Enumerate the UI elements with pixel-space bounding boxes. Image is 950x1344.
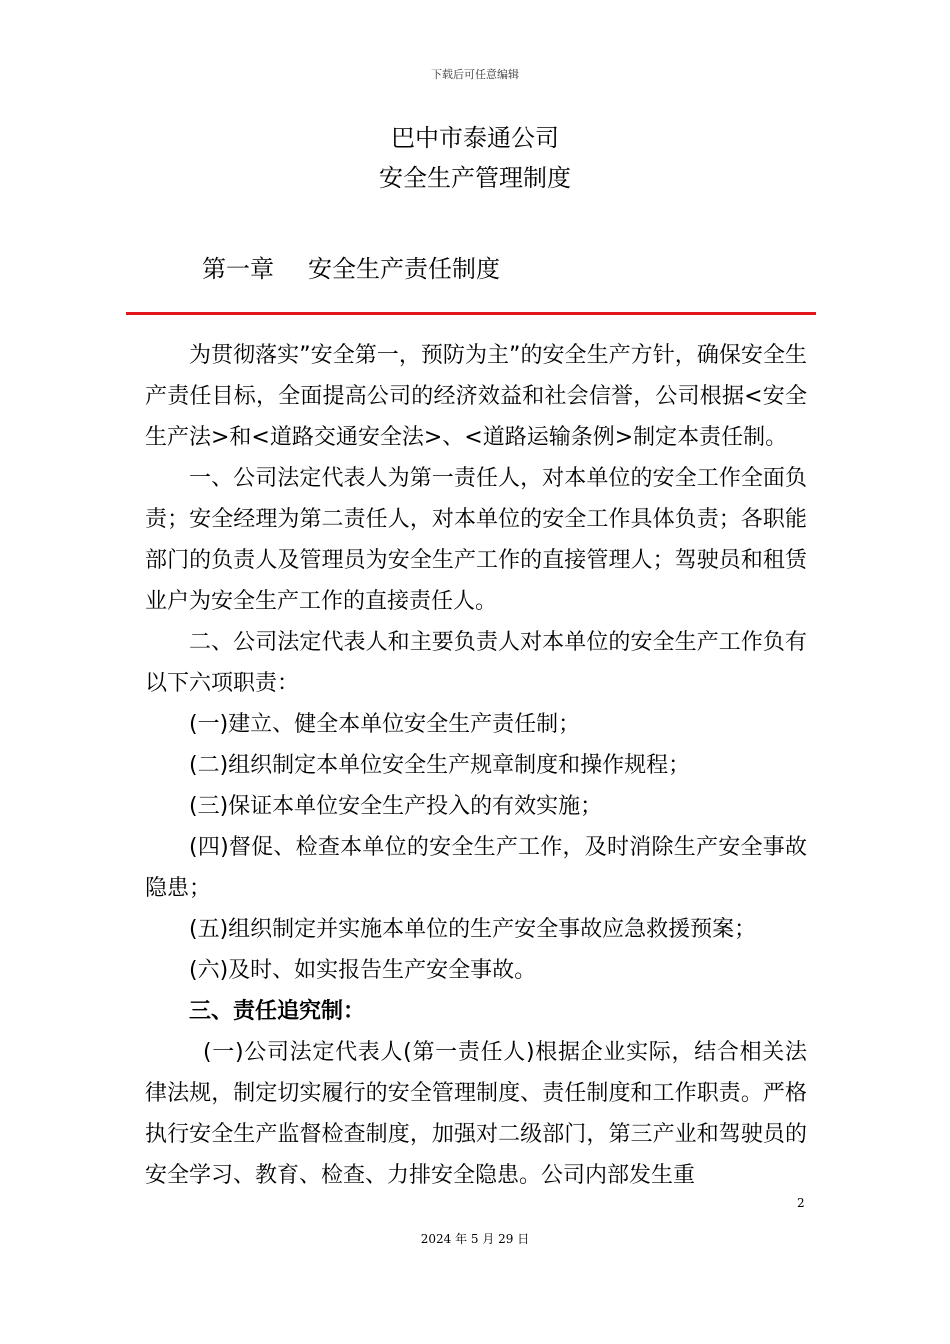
header-note: 下载后可任意编辑 xyxy=(431,68,519,81)
document-body xyxy=(145,335,807,1196)
clause-one-paragraph: 一、公司法定代表人为第一责任人，对本单位的安全工作全面负责；安全经理为第二责任人，对本单位的安全工作具体负责；各职能部门的负责人及管理员为安全生产工作的直接管理人；驾驶员和租赁业户为安全生产工作的直接责任人。 xyxy=(145,466,807,614)
document-title-company: 巴中市泰通公司 xyxy=(391,124,559,152)
accountability-paragraph: (一)公司法定代表人(第一责任人)根据企业实际，结合相关法律法规，制定切实履行的安全管理制度、责任制度和工作职责。严格执行安全生产监督检查制度，加强对二级部门，第三产业和驾驶员的安全学习、教育、检查、力排安全隐患。公司内部发生重 xyxy=(145,1040,807,1188)
duty-item-5: (五)组织制定并实施本单位的生产安全事故应急救援预案； xyxy=(189,917,757,942)
chapter-name: 安全生产责任制度 xyxy=(308,255,500,283)
duty-item-1: (一)建立、健全本单位安全生产责任制； xyxy=(189,712,581,737)
footer-date: 2024 年 5 月 29 日 xyxy=(420,1232,530,1246)
page-number: 2 xyxy=(797,1196,805,1210)
clause-two-paragraph: 二、公司法定代表人和主要负责人对本单位的安全生产工作负有以下六项职责： xyxy=(145,630,807,696)
duty-item-6: (六)及时、如实报告生产安全事故。 xyxy=(189,958,537,983)
duty-item-3: (三)保证本单位安全生产投入的有效实施； xyxy=(189,794,603,819)
document-title-regulation: 安全生产管理制度 xyxy=(379,164,571,192)
chapter-number: 第一章 xyxy=(202,255,274,283)
chapter-heading xyxy=(202,249,500,284)
duty-item-2: (二)组织制定本单位安全生产规章制度和操作规程； xyxy=(189,753,691,778)
red-divider-line xyxy=(126,312,816,315)
clause-three-heading: 三、责任追究制： xyxy=(189,999,366,1024)
duty-item-4: (四)督促、检查本单位的安全生产工作，及时消除生产安全事故隐患； xyxy=(145,835,807,901)
intro-paragraph: 为贯彻落实”安全第一，预防为主”的安全生产方针，确保安全生产责任目标，全面提高公司的经济效益和社会信誉，公司根据<安全生产法>和<道路交通安全法>、<道路运输条例>制定本责任制。 xyxy=(145,343,807,450)
